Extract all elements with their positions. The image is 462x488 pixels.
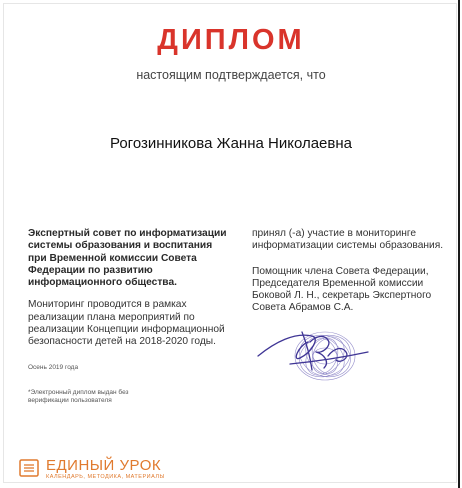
book-icon: [18, 457, 40, 479]
participation-text: принял (-а) участие в мониторинге информатизации системы образования.: [252, 228, 444, 252]
issue-date: Осень 2019 года: [28, 363, 79, 371]
signature-seal-icon: [250, 312, 390, 398]
verification-note: *Электронный диплом выдан без верификации пользователя: [28, 388, 129, 404]
logo-name: ЕДИНЫЙ УРОК: [46, 457, 162, 474]
signatory-text: Помощник члена Совета Федерации, Председателя Временной комиссии Боковой Л. Н., секретарь Экспертного Совета Абрамов С.А.: [252, 265, 432, 314]
certificate-title: ДИПЛОМ: [157, 24, 305, 56]
logo-tagline: КАЛЕНДАРЬ, МЕТОДИКА, МАТЕРИАЛЫ: [46, 474, 165, 480]
edinyi-urok-logo: [18, 455, 188, 483]
recipient-name: Рогозинникова Жанна Николаевна: [109, 135, 352, 152]
right-column: [252, 228, 452, 315]
council-text: Экспертный совет по информатизации системы образования и воспитания при Временной комиссии Совета Федерации по развитию информационного общества.: [28, 228, 227, 289]
left-column: [28, 228, 228, 405]
monitoring-text: Мониторинг проводится в рамках реализации плана мероприятий по реализации Концепции информационной безопасности детей на 2018-2020 годы.: [28, 299, 225, 348]
certificate-subtitle: настоящим подтверждается, что: [136, 68, 326, 82]
